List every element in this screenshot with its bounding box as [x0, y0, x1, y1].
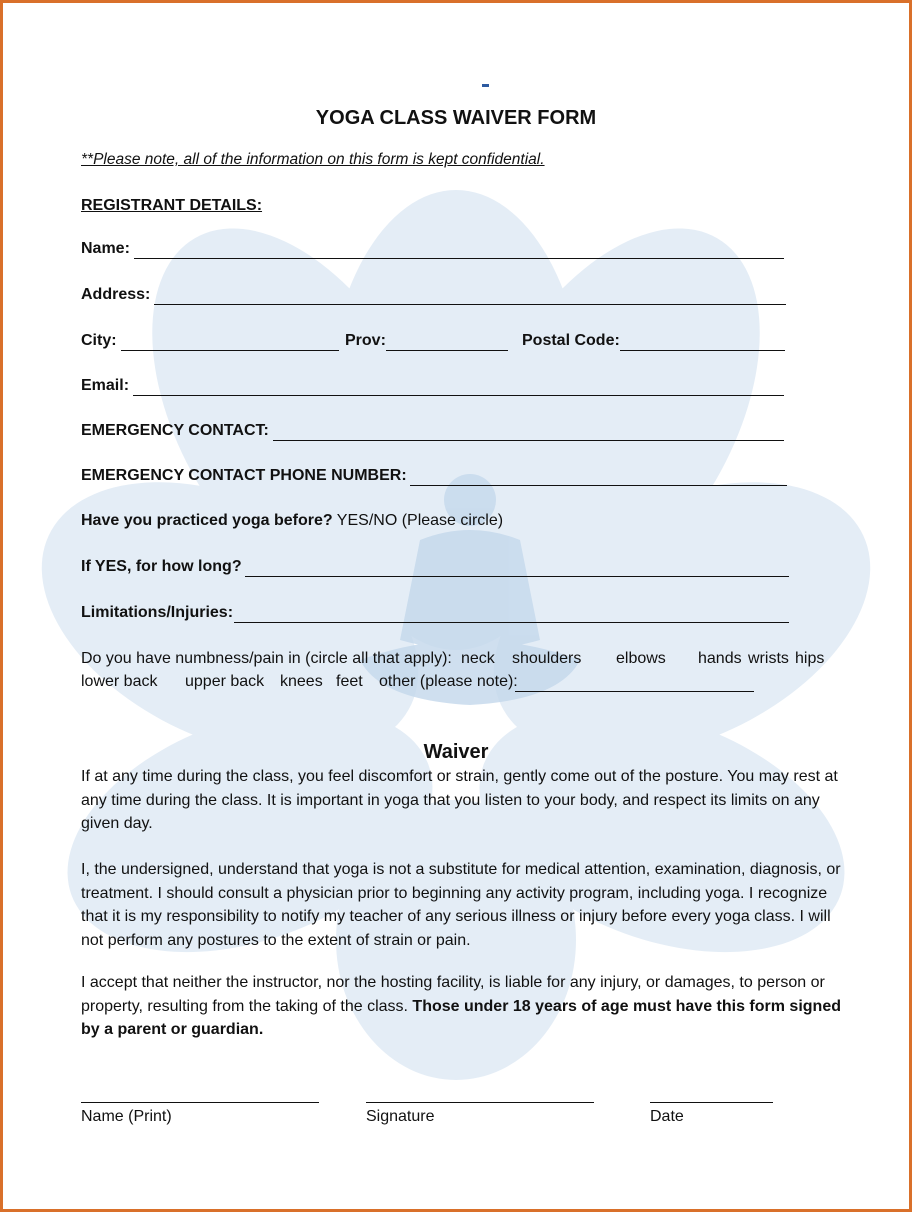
limitations-label: Limitations/Injuries: [81, 604, 234, 621]
body-part-neck[interactable]: neck [461, 650, 495, 667]
how-long-field[interactable] [245, 576, 789, 577]
signature-field[interactable] [366, 1102, 594, 1103]
name-label: Name: [81, 240, 130, 257]
body-part-elbows[interactable]: elbows [616, 650, 666, 667]
city-field[interactable] [121, 350, 339, 351]
body-part-shoulders[interactable]: shoulders [512, 650, 582, 667]
waiver-paragraph-1: If at any time during the class, you feel discomfort or strain, gently come out of the posture. You may rest at any time during the class. It is important in yoga that you listen to your body, and respect its limits on any given day. [81, 768, 838, 832]
emergency-phone-label: EMERGENCY CONTACT PHONE NUMBER: [81, 467, 407, 484]
body-part-lower-back[interactable]: lower back [81, 673, 158, 690]
body-part-other[interactable]: other (please note): [379, 673, 518, 690]
emergency-contact-label: EMERGENCY CONTACT: [81, 422, 269, 439]
emergency-contact-field[interactable] [273, 440, 784, 441]
waiver-paragraph-3-text: I accept that neither the instructor, nor the hosting facility, is liable for any injury, or damages, to person or property, resulting from the taking of the class. [81, 974, 825, 1015]
email-field[interactable] [133, 395, 784, 396]
form-title: YOGA CLASS WAIVER FORM [315, 107, 597, 129]
date-field[interactable] [650, 1102, 773, 1103]
emergency-phone-field[interactable] [410, 485, 787, 486]
email-label: Email: [81, 377, 130, 394]
signature-label: Signature [366, 1108, 435, 1125]
postal-code-field[interactable] [620, 350, 785, 351]
city-label: City: [81, 332, 117, 349]
waiver-title: Waiver [423, 741, 489, 763]
date-label: Date [650, 1108, 684, 1125]
body-part-hands[interactable]: hands [698, 650, 742, 667]
other-note-field[interactable] [515, 691, 754, 692]
section-heading: REGISTRANT DETAILS: [81, 197, 263, 214]
numbness-question: Do you have numbness/pain in (circle all that apply): [81, 650, 452, 667]
waiver-guardian-notice: Those under 18 years of age must have this form signed by a parent or guardian. [81, 997, 841, 1038]
waiver-paragraph-2: I, the undersigned, understand that yoga is not a substitute for medical attention, examination, diagnosis, or treatment. I should consult a physician prior to beginning any activity program, including yoga. I recognize that it is my responsibility to notify my teacher of any serious illness or injury before every yoga class. I will not perform any postures to the extent of strain or pain. [81, 861, 841, 949]
limitations-field[interactable] [234, 622, 789, 623]
body-part-wrists[interactable]: wrists [748, 650, 789, 667]
prov-label: Prov: [345, 332, 386, 349]
name-field[interactable] [134, 258, 784, 259]
confidential-note: **Please note, all of the information on this form is kept confidential. [81, 151, 545, 168]
body-part-feet[interactable]: feet [336, 673, 363, 690]
postal-code-label: Postal Code: [522, 332, 620, 349]
practiced-yoga-options[interactable]: YES/NO (Please circle) [336, 512, 504, 529]
body-part-knees[interactable]: knees [280, 673, 323, 690]
prov-field[interactable] [386, 350, 508, 351]
name-print-field[interactable] [81, 1102, 319, 1103]
how-long-label: If YES, for how long? [81, 558, 242, 575]
address-field[interactable] [154, 304, 786, 305]
body-part-hips[interactable]: hips [795, 650, 825, 667]
name-print-label: Name (Print) [81, 1108, 172, 1125]
decorative-dash [482, 84, 489, 87]
practiced-yoga-question: Have you practiced yoga before? [81, 512, 333, 529]
practiced-yoga-row [81, 512, 503, 530]
waiver-paragraph-3 [81, 971, 841, 1042]
body-part-upper-back[interactable]: upper back [185, 673, 265, 690]
address-label: Address: [81, 286, 151, 303]
